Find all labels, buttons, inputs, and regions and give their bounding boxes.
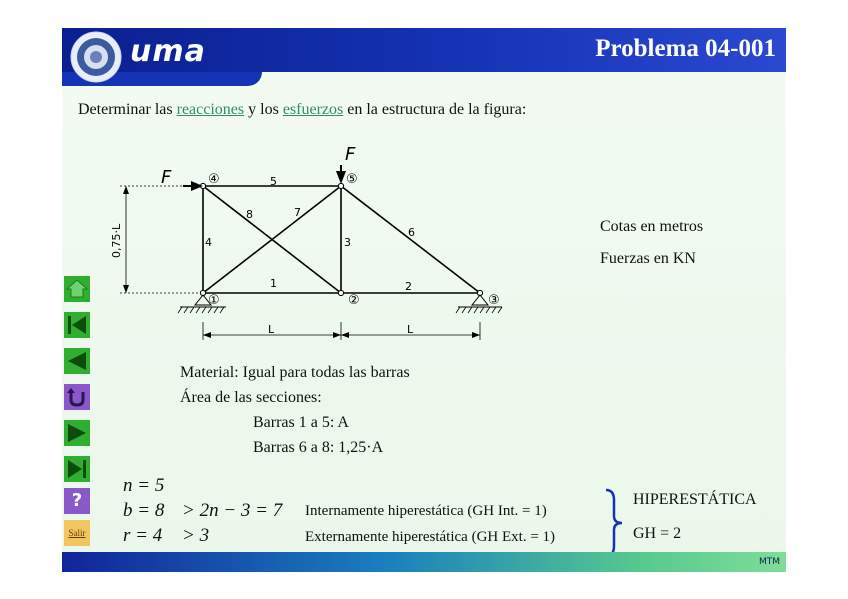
intro-text: y los	[244, 101, 283, 118]
section-bars-1-5: Barras 1 a 5: A	[253, 414, 349, 431]
truss-diagram	[100, 140, 520, 350]
reactions-comparison: > 3	[182, 525, 210, 546]
bar-1-label: 1	[270, 277, 277, 290]
node-3-label: ③	[488, 293, 500, 308]
reacciones-link[interactable]: reacciones	[176, 101, 245, 118]
node-1-label: ①	[208, 293, 220, 308]
height-dimension	[120, 186, 198, 293]
footer-tag: MTM	[758, 557, 780, 567]
node-2-label: ②	[348, 293, 360, 308]
bar-8-label: 8	[246, 208, 253, 221]
support-hatching	[178, 307, 502, 313]
brand-wordmark: uma	[130, 34, 206, 69]
footer-bar	[62, 552, 786, 572]
truss-bars	[203, 186, 480, 293]
bar-6-label: 6	[408, 226, 415, 239]
total-degree-label: GH = 2	[633, 525, 682, 542]
nodes-count: n = 5	[123, 475, 165, 496]
bars-comparison: > 2n − 3 = 7	[182, 500, 283, 521]
external-status: Externamente hiperestática (GH Ext. = 1)	[305, 529, 556, 545]
bar-4-label: 4	[205, 236, 212, 249]
pinned-supports	[180, 295, 502, 307]
first-slide-button[interactable]	[64, 312, 90, 338]
grouping-brace	[604, 488, 628, 558]
internal-status: Internamente hiperestática (GH Int. = 1)	[305, 503, 547, 519]
intro-text: Determinar las	[78, 101, 177, 118]
horizontal-force-label: F	[161, 167, 172, 188]
previous-slide-button[interactable]	[64, 348, 90, 374]
section-area-heading: Área de las secciones:	[180, 389, 322, 406]
vertical-force-label: F	[345, 144, 356, 165]
last-slide-button[interactable]	[64, 456, 90, 482]
bars-count: b = 8	[123, 500, 165, 521]
node-5-label: ⑤	[346, 172, 358, 187]
section-bars-6-8: Barras 6 a 8: 1,25·A	[253, 439, 384, 456]
reactions-count: r = 4	[123, 525, 163, 546]
bar-7-label: 7	[294, 206, 301, 219]
span-right-label: L	[407, 323, 414, 336]
home-button[interactable]	[64, 276, 90, 302]
bar-2-label: 2	[405, 280, 412, 293]
span-dimension	[203, 322, 480, 340]
problem-statement	[78, 101, 526, 119]
next-slide-button[interactable]	[64, 420, 90, 446]
units-force-note: Fuerzas en KN	[600, 250, 696, 267]
exit-button[interactable]: Salir	[64, 520, 90, 546]
return-button[interactable]	[64, 384, 90, 410]
span-left-label: L	[268, 323, 275, 336]
height-label: 0,75·L	[110, 223, 123, 258]
help-button[interactable]: ?	[64, 488, 90, 514]
intro-text: en la estructura de la figura:	[343, 101, 527, 118]
hyperstatic-label: HIPERESTÁTICA	[633, 491, 757, 508]
page-title: Problema 04-001	[595, 35, 776, 62]
esfuerzos-link[interactable]: esfuerzos	[282, 101, 344, 118]
material-line: Material: Igual para todas las barras	[180, 364, 410, 381]
university-seal-logo	[70, 31, 122, 83]
bar-3-label: 3	[344, 236, 351, 249]
node-4-label: ④	[208, 172, 220, 187]
units-length-note: Cotas en metros	[600, 218, 704, 235]
bar-5-label: 5	[270, 175, 277, 188]
